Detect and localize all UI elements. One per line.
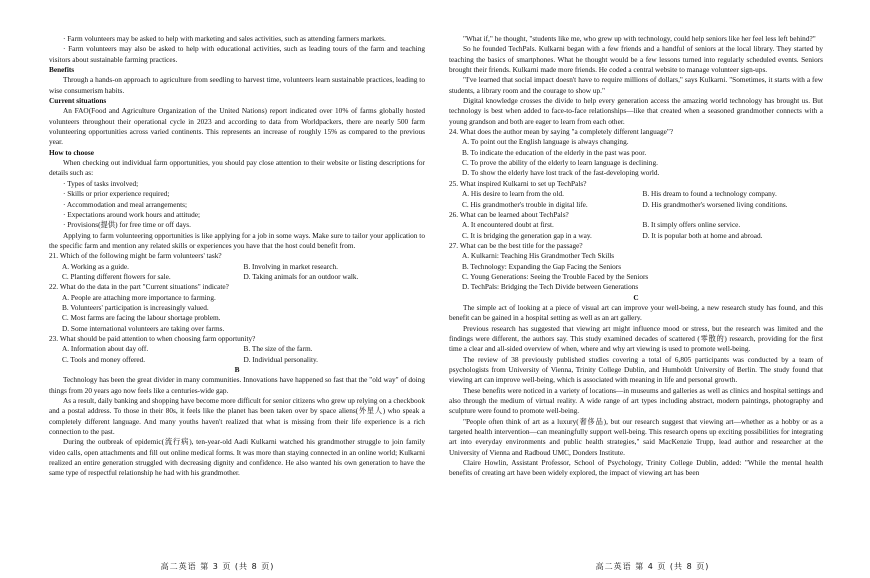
answer-option: D. TechPals: Bridging the Tech Divide between Generations xyxy=(462,282,639,292)
paragraph: The simple act of looking at a piece of visual art can improve your well-being, a new research study has found, and this benefit can be gained in a hospital setting as well as an art gallery. xyxy=(449,302,823,323)
answer-option: D. His grandmother's worsened living conditions. xyxy=(642,199,788,209)
paragraph: "What if," he thought, "students like me, who grew up with technology, could help seniors like her feel less left behind?" xyxy=(463,34,816,43)
answer-option: B. Technology: Expanding the Gap Facing the Seniors xyxy=(462,261,622,271)
question-stem: 23. What should be paid attention to when choosing farm opportunity? xyxy=(49,333,256,343)
answer-option: A. People are attaching more importance to farming. xyxy=(62,292,216,302)
question-stem: 21. Which of the following might be farm volunteers' task? xyxy=(49,251,222,261)
paragraph: Technology has been the great divider in many communities. Innovations have happened so fast that the "old way" of doing things from 20 years ago now feels like a centuries-wide gap. xyxy=(49,375,425,395)
paragraph: · Expectations around work hours and attitude; xyxy=(63,209,200,219)
answer-options-row xyxy=(449,200,823,210)
answer-options-row xyxy=(449,189,823,199)
paragraph: "People often think of art as a luxury(奢侈品), but our research suggest that viewing art—whether as a hobby or as a targeted health intervention—can meaningfully support well-being. This research opens up exciting possibilities for integrating art into everyday environments and public health strategies," said MacKenzie Trupp, lead author and researcher at the University of Vienna and Radboud UMC, Donders Institute. xyxy=(449,416,823,457)
answer-option: A. Kulkarni: Teaching His Grandmother Tech Skills xyxy=(462,251,615,261)
answer-option: B. Involving in market research. xyxy=(243,261,338,271)
answer-option: C. Planting different flowers for sale. xyxy=(62,271,171,281)
right-page-text xyxy=(449,34,823,479)
answer-option: C. Most farms are facing the labour shortage problem. xyxy=(62,313,221,323)
answer-option: A. Working as a guide. xyxy=(62,261,129,271)
answer-option: A. Information about day off. xyxy=(62,344,149,354)
answer-option: A. To point out the English language is always changing. xyxy=(462,137,629,147)
paragraph: Through a hands-on approach to agriculture from seedling to harvest time, volunteers learn sustainable practices, leading to wise consumerism habits. xyxy=(49,75,425,95)
paragraph: · Accommodation and meal arrangements; xyxy=(63,199,188,209)
question-stem: 24. What does the author mean by saying "a completely different language"? xyxy=(449,127,674,137)
paragraph: · Farm volunteers may be asked to help with marketing and sales activities, such as attending farmers markets. xyxy=(63,34,386,43)
answer-option: B. To indicate the education of the elderly in the past was poor. xyxy=(462,147,647,157)
answer-option: B. Volunteers' participation is increasingly valued. xyxy=(62,302,209,312)
question-stem: 26. What can be learned about TechPals? xyxy=(449,209,569,219)
left-page-footer: 高二英语 第 3 页 (共 8 页) xyxy=(160,562,275,571)
answer-option: D. Taking animals for an outdoor walk. xyxy=(243,271,359,281)
paragraph: The review of 38 previously published studies covering a total of 6,805 participants was conducted by a team of psychologists from University of Vienna, Trinity College Dublin, and Humboldt University of Berlin. The study found that viewing art can improve well-being, which is associated with meaning in life and personal growth. xyxy=(449,354,823,385)
paragraph: So he founded TechPals. Kulkarni began with a few friends and a handful of seniors at the local library. They started by teaching the basics of smartphones. What he thought would be a few lessons turned into regularly scheduled events. Seniors brought their friends. Kulkarni made more friends. He coded a central website to manage volunteer sign-ups. xyxy=(449,44,823,75)
paragraph: Digital knowledge crosses the divide to help every generation access the amazing world technology has brought us. But technology is best when added to face-to-face relationships—like that created when a seasoned grandmother connects with a young grandson and both are eager to learn from each other. xyxy=(449,96,823,126)
section-heading: How to choose xyxy=(49,147,94,157)
paragraph: Claire Howlin, Assistant Professor, School of Psychology, Trinity College Dublin, added: "While the mental health benefits of creating art have been widely explored, the impact of viewing art has been xyxy=(449,458,823,478)
answer-option: C. Tools and money offered. xyxy=(62,354,146,364)
answer-options-row xyxy=(49,355,425,365)
answer-option: C. To prove the ability of the elderly to learn language is declining. xyxy=(462,158,658,168)
right-page xyxy=(435,0,870,578)
answer-option: D. To show the elderly have lost track of the fast-developing world. xyxy=(462,168,660,178)
answer-option: D. It is popular both at home and abroad. xyxy=(642,230,763,240)
answer-options-row xyxy=(49,262,425,272)
answer-option: D. Individual personality. xyxy=(243,354,319,364)
paragraph: · Provisions(提供) for free time or off days. xyxy=(63,220,191,230)
paragraph: · Farm volunteers may also be asked to help with educational activities, such as leading tours of the farm and teaching visitors about sustainable farming practices. xyxy=(49,44,425,64)
paragraph: An FAO(Food and Agriculture Organization of the United Nations) report indicated over 10% of farms globally hosted volunteers throughout their operational cycle in 2023 and according to data from Worldpackers, there are nearly 500 farm volunteering opportunities across varied continents. This represents an increase of roughly 15% as compared to the previous year. xyxy=(49,106,425,147)
answer-options-row xyxy=(449,231,823,241)
section-heading: C xyxy=(633,292,639,302)
answer-option: C. Young Generations: Seeing the Trouble Faced by the Seniors xyxy=(462,271,649,281)
paragraph: When checking out individual farm opportunities, you should pay close attention to their website or listing descriptions for details such as: xyxy=(49,158,425,178)
answer-option: C. His grandmother's trouble in digital life. xyxy=(462,199,588,209)
paragraph: These benefits were noticed in a variety of locations—in museums and galleries as well as clinics and hospital settings and also through the medium of virtual reality. A wide range of art types including abstract, modern paintings, photography and sculpture were found to promote well-being. xyxy=(449,385,823,416)
answer-option: D. Some international volunteers are taking over farms. xyxy=(62,323,225,333)
paragraph: During the outbreak of epidemic(流行病), ten-year-old Aadi Kulkarni watched his grandmother struggle to join family video calls, open attachments and fill out online medical forms. It was more than staying connected in an online world; Kulkarni realized an entire generation struggled with decreasing dignity and confidence. He also wanted his own generation to have the same type of respectful relationship he had with his grandmother. xyxy=(49,437,425,478)
answer-options-row xyxy=(49,272,425,282)
section-heading: Current situations xyxy=(49,96,107,106)
answer-option: A. It encountered doubt at first. xyxy=(462,220,554,230)
left-page-text xyxy=(49,34,425,479)
answer-option: A. His desire to learn from the old. xyxy=(462,189,564,199)
right-page-footer: 高二英语 第 4 页 (共 8 页) xyxy=(595,562,710,571)
answer-option: C. It is bridging the generation gap in a way. xyxy=(462,230,592,240)
answer-option: B. The size of the farm. xyxy=(243,344,313,354)
answer-option: B. His dream to found a technology company. xyxy=(642,189,777,199)
paragraph: Applying to farm volunteering opportunities is like applying for a job in some ways. Make sure to tailor your application to the specific farm and mention any related skills or experiences you have that the host could benefit from. xyxy=(49,230,425,250)
paragraph: As a result, daily banking and shopping have become more difficult for senior citizens who grew up relying on a checkbook and a postal address. To those in their 80s, it feels like the planet has been taken over by space aliens(外星人) who speak a completely different language. And many youths haven't realized that what is missing from their life experience is a rich connection to the past. xyxy=(49,396,425,437)
answer-option: B. It simply offers online service. xyxy=(642,220,741,230)
paragraph: "I've learned that social impact doesn't have to require millions of dollars," says Kulkarni. "Sometimes, it starts with a few students, a library room and the courage to show up." xyxy=(449,75,823,95)
paragraph: Previous research has suggested that viewing art might influence mood or stress, but the research was limited and the findings were different, the authors say. This study examined decades of scattered (零散的) research, providing for the first time a clear and all-sided overview of when, where and why art viewing is used to promote well-being. xyxy=(449,323,823,354)
question-stem: 25. What inspired Kulkarni to set up TechPals? xyxy=(449,178,587,188)
question-stem: 22. What do the data in the part "Current situations" indicate? xyxy=(49,282,229,292)
section-heading: B xyxy=(234,365,240,374)
question-stem: 27. What can be the best title for the passage? xyxy=(449,240,583,250)
paragraph: · Skills or prior experience required; xyxy=(63,189,170,199)
answer-options-row xyxy=(49,344,425,354)
answer-options-row xyxy=(449,220,823,230)
section-heading: Benefits xyxy=(49,65,75,75)
paragraph: · Types of tasks involved; xyxy=(63,178,139,188)
